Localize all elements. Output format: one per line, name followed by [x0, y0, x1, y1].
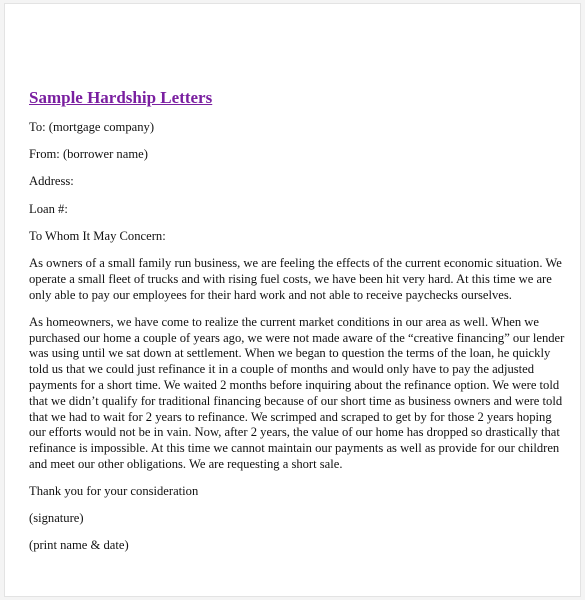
salutation: To Whom It May Concern:	[29, 228, 166, 243]
from-line: From: (borrower name)	[29, 147, 148, 162]
loan-line: Loan #:	[29, 201, 68, 216]
address-line: Address:	[29, 174, 74, 189]
paragraph-2: As homeowners, we have come to realize the current market conditions in our area as well. When we purchased our home a couple of years ago, we were not made aware of the “creative financing” our lender was using until we sat down at settlement. When we began to question the terms of the loan, he quickly told us that we could just refinance it in a couple of months and would only have to pay the adjusted payments for a short time. We waited 2 months before inquiring about the refinance option. We were told that we didn’t qualify for traditional financing because of our short time as business owners and were told that we had to wait for 2 years to refinance. We scrimped and scraped to get by for those 2 years hoping our efforts would not be in vain. Now, after 2 years, the value of our home has dropped so drastically that refinance is impossible. At this time we cannot maintain our payments as well as provide for our children and meet our other obligations. We are requesting a short sale.	[29, 314, 565, 471]
document-page	[4, 3, 581, 597]
document-title: Sample Hardship Letters	[29, 88, 213, 107]
letter-content	[29, 88, 569, 566]
closing-line: Thank you for your consideration	[29, 484, 199, 499]
signature-line: (signature)	[29, 511, 84, 526]
paragraph-1: As owners of a small family run business, we are feeling the effects of the current economic situation. We operate a small fleet of trucks and with rising fuel costs, we have been hit very hard. At this time we are only able to pay our employees for their hard work and not able to receive paychecks ourselves.	[29, 255, 562, 302]
print-name-line: (print name & date)	[29, 538, 129, 553]
to-line: To: (mortgage company)	[29, 120, 155, 134]
